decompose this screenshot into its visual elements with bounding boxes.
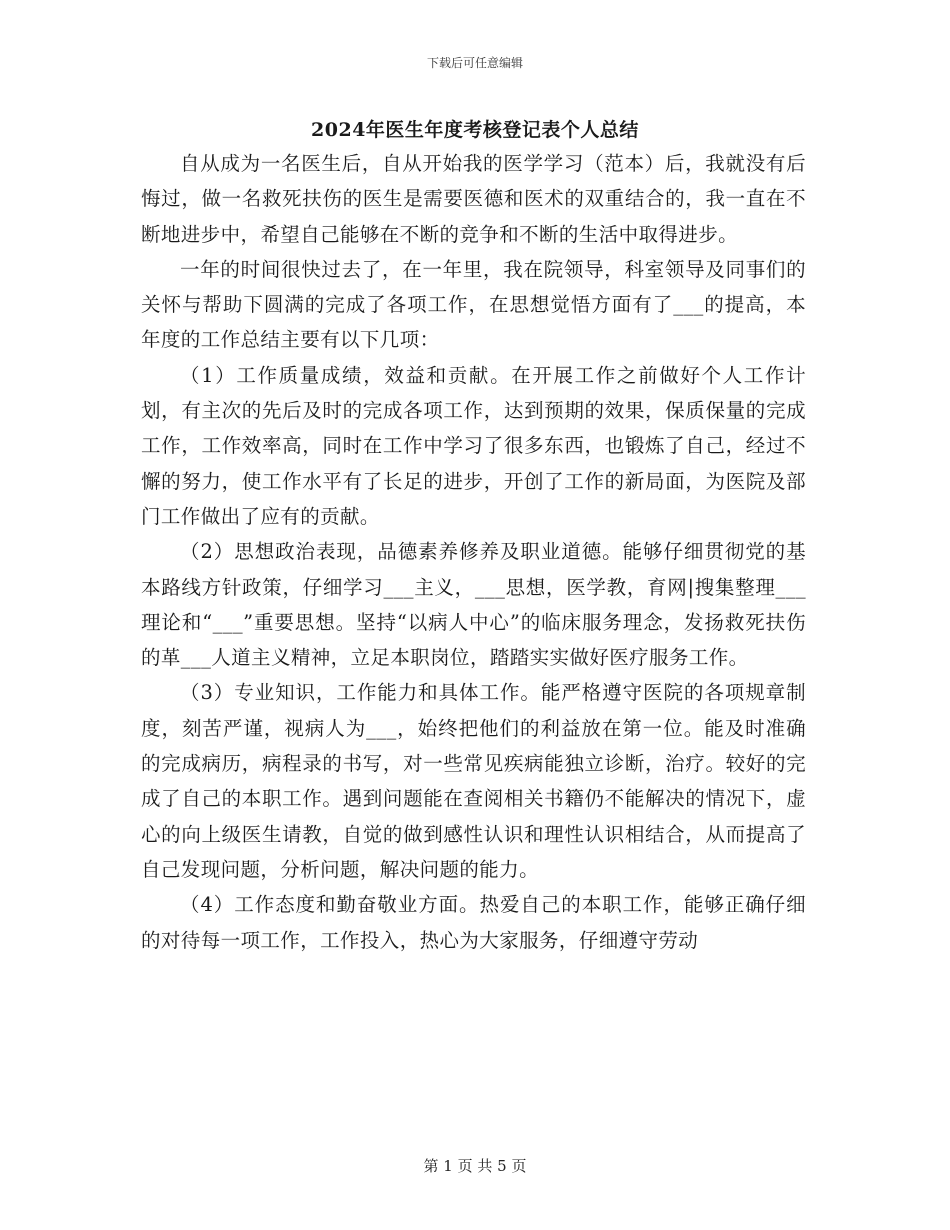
page-number: 第 1 页 共 5 页 — [423, 1157, 527, 1175]
paragraph-item-1: （1）工作质量成绩，效益和贡献。在开展工作之前做好个人工作计划，有主次的先后及时的完成各项工作，达到预期的效果，保质保量的完成工作，工作效率高，同时在工作中学习了很多东西，也锻炼了自己，经过不懈的努力，使工作水平有了长足的进步，开创了工作的新局面，为医院及部门工作做出了应有的贡献。 — [141, 363, 806, 528]
paragraph-overview: 一年的时间很快过去了，在一年里，我在院领导，科室领导及同事们的关怀与帮助下圆满的完成了各项工作，在思想觉悟方面有了___的提高，本年度的工作总结主要有以下几项： — [141, 257, 806, 352]
paragraph-item-3: （3）专业知识，工作能力和具体工作。能严格遵守医院的各项规章制度，刻苦严谨，视病人为___，始终把他们的利益放在第一位。能及时准确的完成病历，病程录的书写，对一些常见疾病能独立诊断，治疗。较好的完成了自己的本职工作。遇到问题能在查阅相关书籍仍不能解决的情况下，虚心的向上级医生请教，自觉的做到感性认识和理性认识相结合，从而提高了自己发现问题，分析问题，解决问题的能力。 — [141, 681, 806, 881]
paragraph-item-4: （4）工作态度和勤奋敬业方面。热爱自己的本职工作，能够正确仔细的对待每一项工作，工作投入，热心为大家服务，仔细遵守劳动 — [141, 893, 806, 952]
paragraph-item-2: （2）思想政治表现，品德素养修养及职业道德。能够仔细贯彻党的基本路线方针政策，仔细学习___主义，___思想，医学教，育网|搜集整理___理论和“___”重要思想。坚持“以病人中心”的临床服务理念，发扬救死扶伤的革___人道主义精神，立足本职岗位，踏踏实实做好医疗服务工作。 — [141, 540, 806, 670]
document-body — [141, 146, 806, 958]
paragraph-intro: 自从成为一名医生后，自从开始我的医学学习（范本）后，我就没有后悔过，做一名救死扶伤的医生是需要医德和医术的双重结合的，我一直在不断地进步中，希望自己能够在不断的竞争和不断的生活中取得进步。 — [141, 152, 806, 246]
page-header-note: 下载后可任意编辑 — [426, 56, 523, 70]
document-title: 2024年医生年度考核登记表个人总结 — [311, 119, 639, 141]
